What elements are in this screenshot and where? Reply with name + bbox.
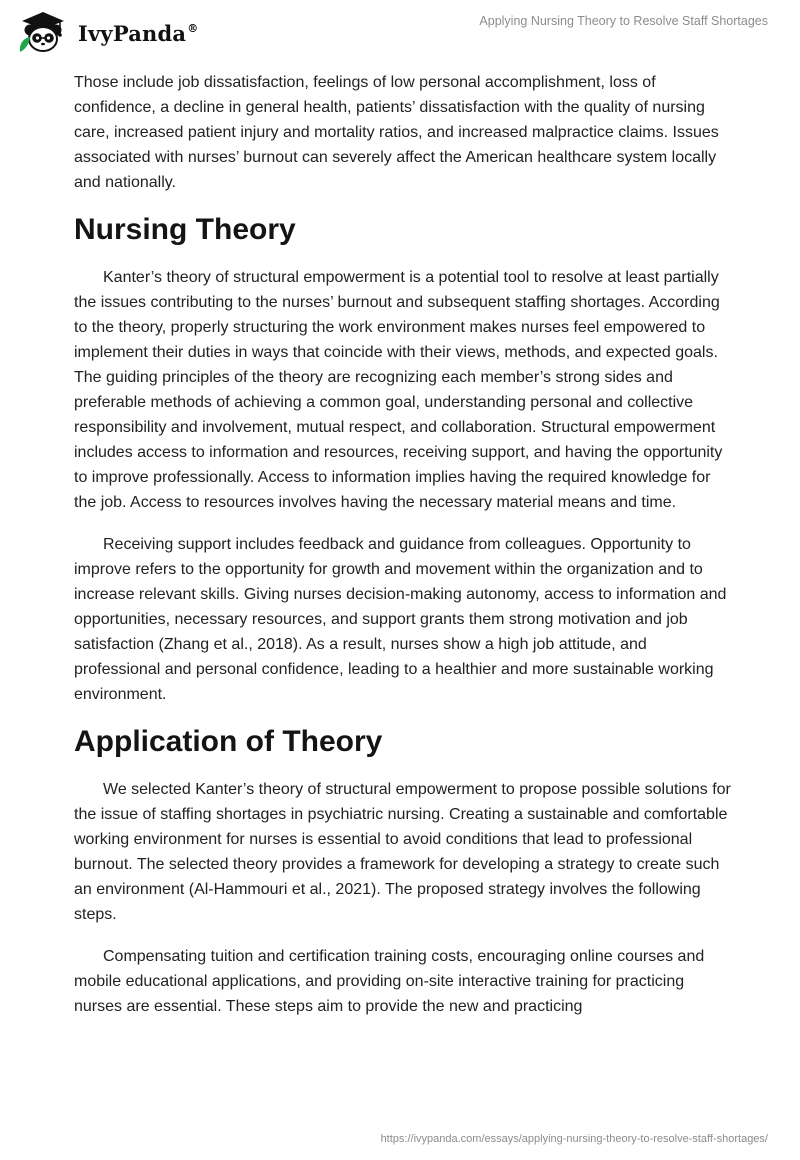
- paragraph-kanter-theory: Kanter’s theory of structural empowerment is a potential tool to resolve at least partially the issues contributing to the nurses’ burnout and subsequent staffing shortages. According to the theory, properly structuring the work environment makes nurses feel empowered to implement their duties in ways that coincide with their views, methods, and expected goals. The guiding principles of the theory are recognizing each member’s strong sides and preferable methods of achieving a common goal, understanding personal and collective responsibility and involvement, mutual respect, and collaboration. Structural empowerment includes access to information and resources, receiving support, and having the opportunity to improve professionally. Access to information implies having the required knowledge for the job. Access to resources involves having the necessary material means and time.: [74, 269, 723, 511]
- heading-nursing-theory: Nursing Theory: [74, 213, 296, 246]
- essay-body: [74, 70, 734, 1036]
- registered-mark: ®: [187, 21, 199, 35]
- panda-graduate-icon: [14, 10, 72, 54]
- logo-name: IvyPanda: [78, 20, 187, 46]
- paragraph-receiving-support: Receiving support includes feedback and guidance from colleagues. Opportunity to improve refers to the opportunity for growth and movement within the organization and to increase relevant skills. Giving nurses decision-making autonomy, access to information and opportunities, necessary resources, and support grants them strong motivation and job satisfaction (Zhang et al., 2018). As a result, nurses show a high job attitude, and professional and personal confidence, leading to a healthier and more sustainable working environment.: [74, 536, 727, 703]
- paragraph-compensating-costs: Compensating tuition and certification training costs, encouraging online courses and mobile educational applications, and providing on-site interactive training for practicing nurses are essential. These steps aim to provide the new and practicing: [74, 948, 705, 1015]
- paragraph-theory-selection: We selected Kanter’s theory of structural empowerment to propose possible solutions for the issue of staffing shortages in psychiatric nursing. Creating a sustainable and comfortable working environment for nurses is essential to avoid conditions that lead to professional burnout. The selected theory provides a framework for developing a strategy to create such an environment (Al-Hammouri et al., 2021). The proposed strategy involves the following steps.: [74, 781, 731, 923]
- brand-logo[interactable]: [14, 10, 198, 54]
- logo-wordmark: [78, 21, 198, 46]
- heading-application-of-theory: Application of Theory: [74, 725, 383, 758]
- document-title: Applying Nursing Theory to Resolve Staff Shortages: [479, 14, 768, 28]
- paragraph-burnout-effects: Those include job dissatisfaction, feelings of low personal accomplishment, loss of confidence, a decline in general health, patients’ dissatisfaction with the quality of nursing care, increased patient injury and mortality ratios, and increased malpractice claims. Issues associated with nurses’ burnout can severely affect the American healthcare system locally and nationally.: [74, 74, 719, 191]
- source-url-link[interactable]: https://ivypanda.com/essays/applying-nursing-theory-to-resolve-staff-shortages/: [380, 1133, 768, 1145]
